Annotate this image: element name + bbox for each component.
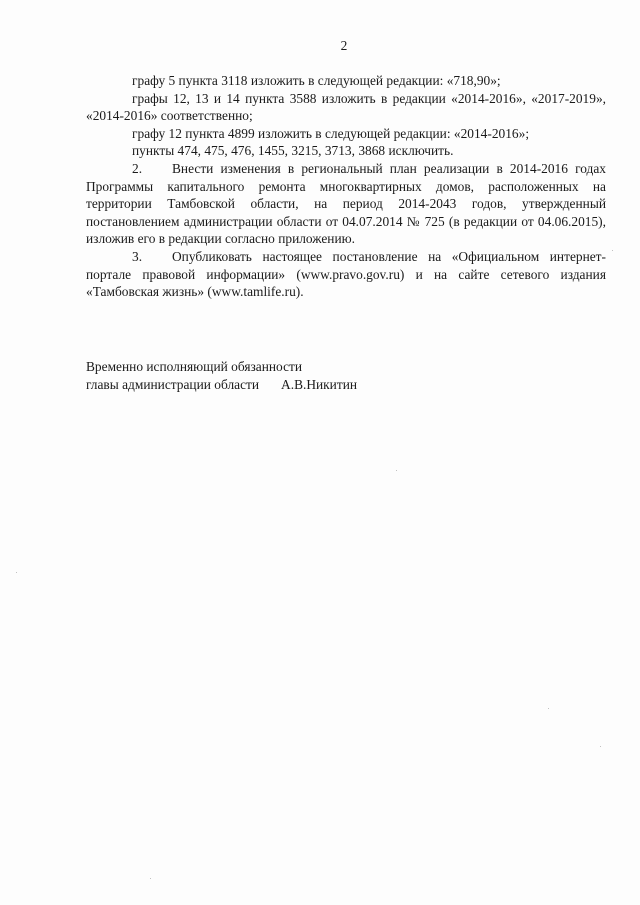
amendment-paragraph-2: графы 12, 13 и 14 пункта 3588 изложить в редакции «2014-2016», «2017-2019», «2014-2016» соответственно; [86,90,606,124]
signatory-position-line-2 [86,376,506,394]
document-body [86,72,606,301]
signature-block [86,358,506,393]
scan-speck [396,470,397,471]
numbered-item-2 [86,160,606,248]
numbered-item-3 [86,248,606,301]
scan-speck [150,878,151,879]
scan-speck [16,572,17,573]
signatory-name: А.В.Никитин [281,376,358,392]
scan-speck [600,746,601,747]
item-text: Опубликовать настоящее постановление на «Официальном интернет-портале правовой информации» (www.pravo.gov.ru) и на сайте сетевого издания «Тамбовская жизнь» (www.tamlife.ru). [86,248,606,300]
scan-speck [612,250,613,251]
signatory-position-line-2-text: главы администрации области [86,376,260,392]
item-number: 3. [132,248,143,264]
page-number: 2 [340,38,348,53]
amendment-paragraph-3: графу 12 пункта 4899 изложить в следующей редакции: «2014-2016»; [132,125,530,141]
item-text: Внести изменения в региональный план реализации в 2014-2016 годах Программы капитального ремонта многоквартирных домов, расположенных на территории Тамбовской области, на период 2014-2043 годов, утвержденный постановлением администрации области от 04.07.2014 № 725 (в редакции от 04.06.2015), изложив его в редакции согласно приложению. [86,160,606,247]
amendment-paragraph-1: графу 5 пункта 3118 изложить в следующей редакции: «718,90»; [132,73,501,88]
item-number: 2. [132,160,143,176]
scan-speck [548,708,549,709]
signatory-position-line-1: Временно исполняющий обязанности [86,359,303,374]
amendment-paragraph-4: пункты 474, 475, 476, 1455, 3215, 3713, 3868 исключить. [132,143,454,159]
